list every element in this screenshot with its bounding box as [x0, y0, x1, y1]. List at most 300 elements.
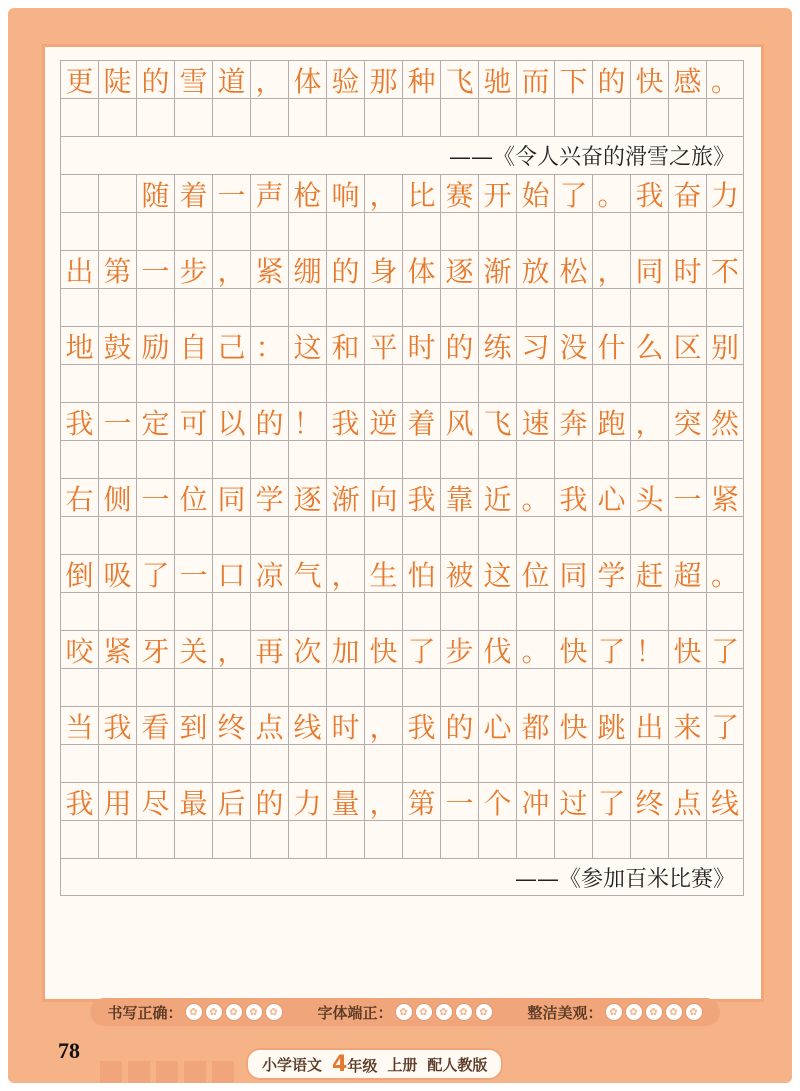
grid-cell: [288, 744, 326, 782]
grid-cell: [60, 98, 98, 136]
grid-cell: [174, 592, 212, 630]
grid-text-row: [60, 174, 744, 212]
rating-bar: [90, 998, 720, 1026]
grid-cell: 没: [554, 326, 592, 364]
grid-cell: 己: [212, 326, 250, 364]
grid-cell: 和: [326, 326, 364, 364]
grid-cell: [288, 288, 326, 326]
grid-text-row: [60, 706, 744, 744]
grid-cell: [136, 668, 174, 706]
grid-cell: 比: [402, 174, 440, 212]
grid-cell: [364, 288, 402, 326]
grid-cell: [250, 98, 288, 136]
grid-cell: 我: [60, 782, 98, 820]
grid-cell: [554, 364, 592, 402]
grid-cell: [98, 592, 136, 630]
grid-cell: 紧: [250, 250, 288, 288]
grid-cell: [478, 98, 516, 136]
grid-cell: [668, 668, 706, 706]
grid-cell: 加: [326, 630, 364, 668]
grid-cell: 雪: [174, 60, 212, 98]
grid-cell: 鼓: [98, 326, 136, 364]
grid-cell: [174, 288, 212, 326]
grid-cell: [174, 820, 212, 858]
grid-cell: ，: [364, 782, 402, 820]
grid-cell: [706, 364, 744, 402]
grid-cell: ，: [592, 250, 630, 288]
grid-cell: 这: [478, 554, 516, 592]
grid-cell: [250, 516, 288, 554]
grid-cell: [212, 668, 250, 706]
grid-cell: 驰: [478, 60, 516, 98]
grid-cell: 倒: [60, 554, 98, 592]
grid-cell: [212, 212, 250, 250]
grid-cell: 奔: [554, 402, 592, 440]
star-icon[interactable]: ✿: [455, 1003, 473, 1021]
grid-cell: [402, 668, 440, 706]
grid-cell: [136, 744, 174, 782]
grid-cell: [402, 288, 440, 326]
grid-cell: 超: [668, 554, 706, 592]
grid-cell: [98, 98, 136, 136]
grid-cell: 励: [136, 326, 174, 364]
grid-cell: 绷: [288, 250, 326, 288]
grid-cell: [364, 364, 402, 402]
grid-cell: [706, 212, 744, 250]
grid-cell: [364, 744, 402, 782]
grid-blank-row: [60, 440, 744, 478]
grid-cell: 侧: [98, 478, 136, 516]
writing-grid: [60, 60, 744, 896]
grid-cell: [516, 288, 554, 326]
grid-cell: [60, 212, 98, 250]
grid-cell: [98, 668, 136, 706]
grid-cell: 当: [60, 706, 98, 744]
grid-cell: 声: [250, 174, 288, 212]
grid-cell: 快: [630, 60, 668, 98]
grid-cell: [592, 212, 630, 250]
grid-cell: 奋: [668, 174, 706, 212]
grid-cell: 出: [60, 250, 98, 288]
grid-cell: 牙: [136, 630, 174, 668]
grid-cell: 枪: [288, 174, 326, 212]
grid-cell: 陡: [98, 60, 136, 98]
grid-cell: 快: [364, 630, 402, 668]
grid-cell: 渐: [326, 478, 364, 516]
grid-cell: [250, 364, 288, 402]
grid-cell: 飞: [478, 402, 516, 440]
grid-cell: 这: [288, 326, 326, 364]
grid-cell: [174, 440, 212, 478]
star-icon[interactable]: ✿: [605, 1003, 623, 1021]
grid-cell: [706, 668, 744, 706]
grid-cell: ，: [326, 554, 364, 592]
grid-cell: 习: [516, 326, 554, 364]
grid-cell: 一: [98, 402, 136, 440]
grid-cell: [554, 98, 592, 136]
star-icon[interactable]: ✿: [185, 1003, 203, 1021]
grid-cell: [440, 288, 478, 326]
grid-cell: 的: [440, 706, 478, 744]
grid-cell: [326, 516, 364, 554]
grid-cell: [326, 364, 364, 402]
grid-cell: [516, 668, 554, 706]
grid-cell: [136, 98, 174, 136]
grid-text-row: [60, 326, 744, 364]
grid-cell: [592, 668, 630, 706]
grid-cell: [364, 98, 402, 136]
grid-cell: 的: [250, 402, 288, 440]
grid-cell: 个: [478, 782, 516, 820]
grid-text-row: [60, 630, 744, 668]
grid-cell: [98, 212, 136, 250]
grid-cell: ，: [364, 706, 402, 744]
grid-cell: [668, 592, 706, 630]
grid-cell: 来: [668, 706, 706, 744]
grid-cell: 跳: [592, 706, 630, 744]
grid-blank-row: [60, 98, 744, 136]
grid-cell: [592, 592, 630, 630]
grid-blank-row: [60, 744, 744, 782]
grade-word: 年级: [347, 1056, 378, 1075]
grid-cell: 时: [402, 326, 440, 364]
grid-cell: 出: [630, 706, 668, 744]
grid-cell: 最: [174, 782, 212, 820]
grid-cell: [516, 744, 554, 782]
grid-cell: [592, 744, 630, 782]
grid-cell: 次: [288, 630, 326, 668]
grid-cell: [668, 744, 706, 782]
grid-cell: ！: [630, 630, 668, 668]
grid-cell: 逐: [288, 478, 326, 516]
grid-cell: [60, 364, 98, 402]
grid-cell: 近: [478, 478, 516, 516]
star-icon[interactable]: ✿: [245, 1003, 263, 1021]
grid-cell: [516, 364, 554, 402]
grid-cell: [668, 516, 706, 554]
grid-cell: [326, 668, 364, 706]
grid-cell: [668, 820, 706, 858]
grid-cell: 再: [250, 630, 288, 668]
grid-cell: 以: [212, 402, 250, 440]
grid-cell: [440, 820, 478, 858]
grid-cell: 力: [706, 174, 744, 212]
grid-cell: 了: [592, 630, 630, 668]
grid-cell: 位: [174, 478, 212, 516]
grid-cell: [440, 212, 478, 250]
grid-cell: 我: [60, 402, 98, 440]
grid-cell: 始: [516, 174, 554, 212]
grid-cell: 时: [668, 250, 706, 288]
grid-cell: 怕: [402, 554, 440, 592]
star-icon[interactable]: ✿: [265, 1003, 283, 1021]
grid-cell: 速: [516, 402, 554, 440]
grid-cell: 后: [212, 782, 250, 820]
grid-cell: 快: [668, 630, 706, 668]
grid-cell: [212, 592, 250, 630]
grid-cell: 线: [288, 706, 326, 744]
grid-cell: 别: [706, 326, 744, 364]
grid-cell: ，: [212, 630, 250, 668]
grid-cell: [250, 592, 288, 630]
grid-cell: [364, 440, 402, 478]
grid-cell: 紧: [98, 630, 136, 668]
grid-cell: 么: [630, 326, 668, 364]
grid-cell: [250, 288, 288, 326]
grid-cell: [630, 288, 668, 326]
grid-cell: [402, 212, 440, 250]
grid-cell: [60, 820, 98, 858]
book-label: [246, 1048, 503, 1080]
grid-cell: 响: [326, 174, 364, 212]
grid-cell: [516, 212, 554, 250]
grid-cell: [402, 820, 440, 858]
grid-cell: [212, 516, 250, 554]
grid-cell: 同: [554, 554, 592, 592]
grid-cell: 平: [364, 326, 402, 364]
grid-cell: 时: [326, 706, 364, 744]
grid-cell: [440, 98, 478, 136]
grid-cell: 。: [592, 174, 630, 212]
grid-cell: [630, 592, 668, 630]
grid-cell: 的: [592, 60, 630, 98]
grid-cell: [136, 592, 174, 630]
grid-cell: [288, 440, 326, 478]
grid-cell: 下: [554, 60, 592, 98]
grid-cell: [60, 516, 98, 554]
grid-cell: [402, 744, 440, 782]
star-icon[interactable]: ✿: [685, 1003, 703, 1021]
grid-cell: 到: [174, 706, 212, 744]
grid-cell: 不: [706, 250, 744, 288]
grid-cell: 那: [364, 60, 402, 98]
star-icon[interactable]: ✿: [395, 1003, 413, 1021]
grid-blank-row: [60, 288, 744, 326]
grid-cell: 第: [402, 782, 440, 820]
grid-cell: [592, 288, 630, 326]
grid-cell: [326, 592, 364, 630]
grid-cell: [212, 820, 250, 858]
grid-cell: [98, 820, 136, 858]
grid-blank-row: [60, 592, 744, 630]
grid-cell: 定: [136, 402, 174, 440]
grid-cell: 了: [706, 630, 744, 668]
star-icon[interactable]: ✿: [625, 1003, 643, 1021]
grid-blank-row: [60, 516, 744, 554]
grid-cell: 生: [364, 554, 402, 592]
grid-cell: [60, 440, 98, 478]
grid-cell: 而: [516, 60, 554, 98]
grid-cell: [440, 668, 478, 706]
grid-cell: 同: [212, 478, 250, 516]
grid-cell: [478, 668, 516, 706]
grid-cell: [592, 98, 630, 136]
grid-cell: 突: [668, 402, 706, 440]
grid-cell: 学: [592, 554, 630, 592]
grid-cell: 我: [402, 478, 440, 516]
grid-cell: [364, 668, 402, 706]
grid-cell: [440, 364, 478, 402]
grid-cell: ，: [250, 60, 288, 98]
grid-cell: [250, 744, 288, 782]
grid-cell: 冲: [516, 782, 554, 820]
grid-cell: [250, 440, 288, 478]
grid-cell: [478, 212, 516, 250]
grid-cell: 我: [98, 706, 136, 744]
grid-cell: 验: [326, 60, 364, 98]
grid-cell: [630, 440, 668, 478]
grid-cell: 我: [630, 174, 668, 212]
grid-cell: 的: [326, 250, 364, 288]
grid-cell: [174, 744, 212, 782]
grid-cell: [668, 98, 706, 136]
grid-cell: [668, 364, 706, 402]
grid-cell: [250, 212, 288, 250]
grid-cell: [326, 820, 364, 858]
volume-label: 上册: [387, 1055, 418, 1074]
grid-cell: [706, 744, 744, 782]
grid-cell: ：: [250, 326, 288, 364]
grid-cell: [668, 212, 706, 250]
grid-cell: 伐: [478, 630, 516, 668]
grid-cell: 一: [174, 554, 212, 592]
grid-cell: 靠: [440, 478, 478, 516]
grid-cell: 凉: [250, 554, 288, 592]
grid-cell: 放: [516, 250, 554, 288]
grid-cell: 步: [174, 250, 212, 288]
grid-cell: [706, 288, 744, 326]
grid-cell: [516, 516, 554, 554]
grid-cell: 点: [668, 782, 706, 820]
grid-cell: [516, 820, 554, 858]
grid-cell: 用: [98, 782, 136, 820]
grid-cell: [706, 440, 744, 478]
grid-cell: [668, 440, 706, 478]
grid-cell: 口: [212, 554, 250, 592]
grid-cell: [136, 364, 174, 402]
star-icon[interactable]: ✿: [435, 1003, 453, 1021]
grid-cell: 位: [516, 554, 554, 592]
grid-cell: 。: [706, 554, 744, 592]
rating-label: 书写正确：: [107, 1003, 183, 1022]
grid-text-row: [60, 782, 744, 820]
grid-cell: 可: [174, 402, 212, 440]
grid-cell: 头: [630, 478, 668, 516]
grid-cell: 第: [98, 250, 136, 288]
rating-label: 整洁美观：: [527, 1003, 603, 1022]
grid-cell: [402, 364, 440, 402]
star-icon[interactable]: ✿: [205, 1003, 223, 1021]
grid-cell: 咬: [60, 630, 98, 668]
grid-cell: 。: [516, 630, 554, 668]
grid-cell: [288, 820, 326, 858]
grid-cell: [98, 440, 136, 478]
star-icon[interactable]: ✿: [475, 1003, 493, 1021]
grid-cell: [478, 744, 516, 782]
grid-cell: [478, 288, 516, 326]
grid-cell: 渐: [478, 250, 516, 288]
grid-cell: 了: [592, 782, 630, 820]
grid-cell: 练: [478, 326, 516, 364]
grid-cell: 步: [440, 630, 478, 668]
grid-cell: [250, 668, 288, 706]
grid-cell: [212, 98, 250, 136]
grid-cell: [326, 440, 364, 478]
grid-cell: 种: [402, 60, 440, 98]
grid-cell: [706, 592, 744, 630]
grid-cell: 吸: [98, 554, 136, 592]
grid-cell: [174, 212, 212, 250]
star-icon[interactable]: ✿: [415, 1003, 433, 1021]
grid-cell: 松: [554, 250, 592, 288]
grid-cell: [554, 592, 592, 630]
grid-cell: [98, 174, 136, 212]
grid-cell: 的: [136, 60, 174, 98]
grid-cell: [212, 364, 250, 402]
grid-cell: [402, 98, 440, 136]
grid-cell: [288, 98, 326, 136]
grid-cell: [478, 364, 516, 402]
edition-label: 配人教版: [427, 1055, 488, 1074]
grid-cell: 终: [630, 782, 668, 820]
grid-cell: [98, 364, 136, 402]
star-icon[interactable]: ✿: [665, 1003, 683, 1021]
star-icon[interactable]: ✿: [645, 1003, 663, 1021]
grid-cell: 体: [288, 60, 326, 98]
grid-cell: 线: [706, 782, 744, 820]
grid-cell: 了: [706, 706, 744, 744]
grid-cell: [478, 820, 516, 858]
grid-cell: [364, 820, 402, 858]
grid-cell: [440, 440, 478, 478]
grid-cell: [440, 516, 478, 554]
grid-cell: 我: [554, 478, 592, 516]
grid-cell: 一: [212, 174, 250, 212]
grid-cell: 赛: [440, 174, 478, 212]
grid-cell: [288, 592, 326, 630]
grid-blank-row: [60, 212, 744, 250]
grid-text-row: [60, 250, 744, 288]
grid-cell: 心: [478, 706, 516, 744]
grid-cell: 开: [478, 174, 516, 212]
star-icon[interactable]: ✿: [225, 1003, 243, 1021]
grid-cell: 气: [288, 554, 326, 592]
grid-cell: [478, 440, 516, 478]
grid-cell: 着: [402, 402, 440, 440]
grid-cell: 紧: [706, 478, 744, 516]
grid-cell: ，: [364, 174, 402, 212]
grid-cell: 我: [326, 402, 364, 440]
grid-cell: [326, 212, 364, 250]
grid-cell: [706, 98, 744, 136]
grid-cell: 我: [402, 706, 440, 744]
grid-cell: [554, 668, 592, 706]
grid-cell: 都: [516, 706, 554, 744]
grid-cell: [288, 516, 326, 554]
grid-cell: [136, 440, 174, 478]
grid-cell: [554, 440, 592, 478]
grid-cell: 风: [440, 402, 478, 440]
grid-cell: [98, 744, 136, 782]
grid-cell: [630, 744, 668, 782]
grid-cell: 逆: [364, 402, 402, 440]
grid-cell: [630, 668, 668, 706]
grade-number: 4: [332, 1051, 348, 1077]
grid-cell: 右: [60, 478, 98, 516]
source-citation: ——《令人兴奋的滑雪之旅》: [60, 136, 744, 174]
grid-cell: [136, 212, 174, 250]
grid-cell: [516, 98, 554, 136]
